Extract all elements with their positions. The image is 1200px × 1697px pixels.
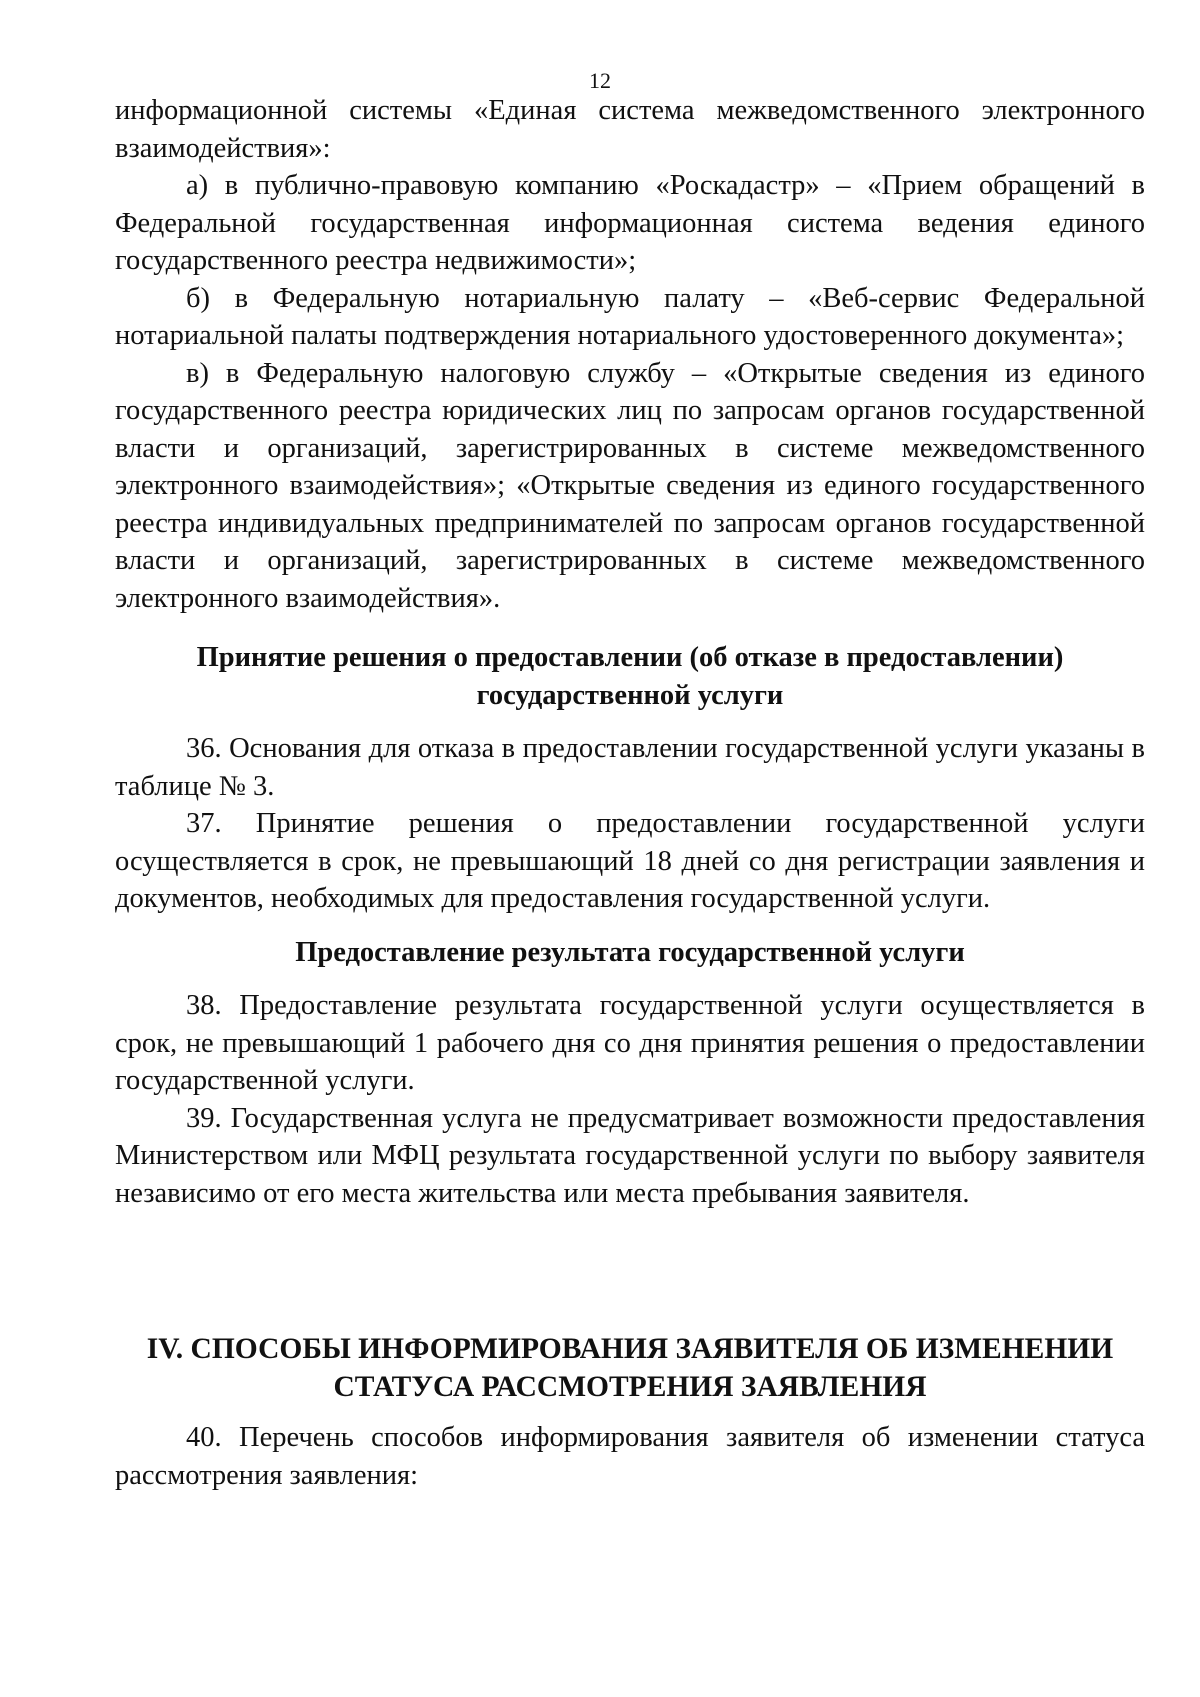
section-heading-result: Предоставление результата государственной услуги: [295, 936, 965, 968]
section-heading-iv: [115, 1331, 1145, 1406]
paragraph-37: 37. Принятие решения о предоставлении государственной услуги осуществляется в срок, не превышающий 18 дней со дня регистрации заявления и документов, необходимых для предоставления государственной услуги.: [115, 808, 1145, 914]
paragraph-36: 36. Основания для отказа в предоставлении государственной услуги указаны в таблице № 3.: [115, 733, 1145, 802]
paragraph-item-v: в) в Федеральную налоговую службу – «Открытые сведения из единого государственного реестра юридических лиц по запросам органов государственной власти и организаций, зарегистрированных в системе межведомственного электронного взаимодействия»; «Открытые сведения из единого государственного реестра индивидуальных предпринимателей по запросам органов государственной власти и организаций, зарегистрированных в системе межведомственного электронного взаимодействия».: [115, 357, 1145, 614]
section-heading-iv-line2: СТАТУСА РАССМОТРЕНИЯ ЗАЯВЛЕНИЯ: [333, 1370, 927, 1403]
paragraph-item-b: б) в Федеральную нотариальную палату – «Веб-сервис Федеральной нотариальной палаты подтверждения нотариального удостоверенного документа»;: [115, 282, 1145, 351]
section-heading-decision: [115, 639, 1145, 714]
document-body: [115, 92, 1145, 1494]
section-heading-decision-line2: государственной услуги: [476, 679, 784, 711]
section-heading-iv-line1: IV. СПОСОБЫ ИНФОРМИРОВАНИЯ ЗАЯВИТЕЛЯ ОБ ИЗМЕНЕНИИ: [146, 1333, 1114, 1365]
page-number: 12: [589, 68, 611, 93]
paragraph-39: 39. Государственная услуга не предусматривает возможности предоставления Министерством или МФЦ результата государственной услуги по выбору заявителя независимо от его места жительства или места пребывания заявителя.: [115, 1102, 1145, 1209]
paragraph-item-a: а) в публично-правовую компанию «Роскадастр» – «Прием обращений в Федеральной государственная информационная система ведения единого государственного реестра недвижимости»;: [115, 170, 1145, 276]
paragraph-40: 40. Перечень способов информирования заявителя об изменении статуса рассмотрения заявления:: [115, 1422, 1145, 1491]
paragraph-continuation: информационной системы «Единая система межведомственного электронного взаимодействия»:: [115, 95, 1145, 164]
section-heading-decision-line1: Принятие решения о предоставлении (об отказе в предоставлении): [196, 642, 1064, 673]
paragraph-38: 38. Предоставление результата государственной услуги осуществляется в срок, не превышающий 1 рабочего дня со дня принятия решения о предоставлении государственной услуги.: [115, 990, 1145, 1096]
